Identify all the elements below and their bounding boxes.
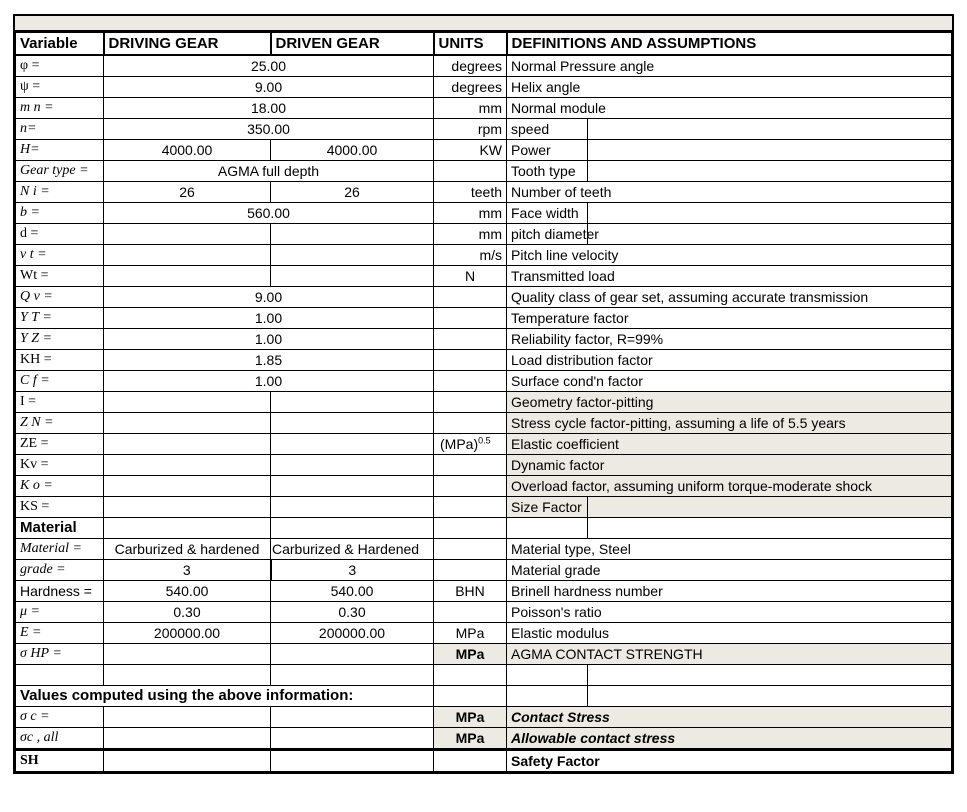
driven-value[interactable]: 3 bbox=[271, 560, 434, 581]
row-YZ bbox=[16, 329, 952, 350]
unit-cell: KW bbox=[434, 140, 507, 161]
var-label: Y Z = bbox=[16, 329, 104, 350]
driving-value[interactable] bbox=[104, 728, 271, 750]
unit-cell: m/s bbox=[434, 245, 507, 266]
row-KH bbox=[16, 350, 952, 371]
definition-cell: Normal module bbox=[507, 98, 952, 119]
unit-cell: rpm bbox=[434, 119, 507, 140]
unit-cell bbox=[434, 287, 507, 308]
empty-cell bbox=[588, 665, 952, 686]
sheet-top-band bbox=[15, 16, 952, 32]
section-title: Material bbox=[16, 518, 104, 539]
value-cell[interactable]: 1.00 bbox=[104, 308, 434, 329]
definition-cell: Material grade bbox=[507, 560, 952, 581]
value-cell[interactable]: 9.00 bbox=[104, 77, 434, 98]
driving-value[interactable]: 3 bbox=[104, 560, 271, 581]
var-label: Z N = bbox=[16, 413, 104, 434]
driving-value[interactable]: Carburized & hardened bbox=[104, 539, 271, 560]
empty-cell bbox=[588, 161, 952, 182]
unit-exponent: 0.5 bbox=[478, 435, 491, 446]
row-vt bbox=[16, 245, 952, 266]
var-label: b = bbox=[16, 203, 104, 224]
empty-cell bbox=[271, 665, 434, 686]
blank-row bbox=[16, 665, 952, 686]
unit-text: (MPa) bbox=[440, 436, 479, 452]
unit-cell bbox=[434, 413, 507, 434]
definition-cell: Normal Pressure angle bbox=[507, 55, 952, 77]
var-label: v t = bbox=[16, 245, 104, 266]
section-title: Values computed using the above information: bbox=[16, 686, 434, 707]
driven-value[interactable] bbox=[271, 245, 434, 266]
row-YT bbox=[16, 308, 952, 329]
row-H bbox=[16, 140, 952, 161]
definition-cell: Transmitted load bbox=[507, 266, 952, 287]
gear-design-sheet bbox=[13, 14, 954, 774]
unit-cell bbox=[434, 308, 507, 329]
var-label: σ c = bbox=[16, 707, 104, 728]
driven-value[interactable]: 200000.00 bbox=[271, 623, 434, 644]
value-cell[interactable]: 18.00 bbox=[104, 98, 434, 119]
value-cell[interactable]: 9.00 bbox=[104, 287, 434, 308]
row-hardness bbox=[16, 581, 952, 602]
header-driven: DRIVEN GEAR bbox=[271, 33, 434, 56]
var-label: ZE = bbox=[16, 434, 104, 455]
driving-value[interactable] bbox=[104, 644, 271, 665]
definition-cell: Surface cond'n factor bbox=[507, 371, 952, 392]
empty-cell bbox=[588, 224, 952, 245]
header-variable: Variable bbox=[16, 33, 104, 56]
driving-value[interactable] bbox=[104, 476, 271, 497]
driven-value[interactable] bbox=[271, 413, 434, 434]
unit-cell bbox=[434, 434, 507, 455]
row-grade bbox=[16, 560, 952, 581]
driving-value[interactable]: 540.00 bbox=[104, 581, 271, 602]
definition-cell: Safety Factor bbox=[507, 750, 952, 772]
definition-cell: Quality class of gear set, assuming accurate transmission bbox=[507, 287, 952, 308]
empty-cell bbox=[434, 686, 507, 707]
var-label: H= bbox=[16, 140, 104, 161]
var-label: d = bbox=[16, 224, 104, 245]
unit-cell bbox=[434, 539, 507, 560]
driving-value[interactable] bbox=[104, 455, 271, 476]
driven-value[interactable] bbox=[271, 728, 434, 750]
driven-value[interactable]: Carburized & Hardened bbox=[271, 539, 434, 560]
empty-cell bbox=[434, 518, 507, 539]
row-Cf bbox=[16, 371, 952, 392]
definition-cell: Elastic modulus bbox=[507, 623, 952, 644]
unit-cell: MPa bbox=[434, 623, 507, 644]
value-cell[interactable]: 560.00 bbox=[104, 203, 434, 224]
var-label: Gear type = bbox=[16, 161, 104, 182]
value-cell[interactable]: AGMA full depth bbox=[104, 161, 434, 182]
driven-value[interactable] bbox=[271, 750, 434, 772]
var-label: φ = bbox=[16, 55, 104, 77]
value-cell[interactable]: 1.00 bbox=[104, 371, 434, 392]
value-cell[interactable]: 1.85 bbox=[104, 350, 434, 371]
unit-cell bbox=[434, 602, 507, 623]
row-sigma-hp bbox=[16, 644, 952, 665]
definition-cell: Helix angle bbox=[507, 77, 952, 98]
driven-value[interactable] bbox=[271, 497, 434, 518]
definition-cell: Contact Stress bbox=[507, 707, 952, 728]
definition-cell: Geometry factor-pitting bbox=[507, 392, 952, 413]
driven-value[interactable]: 26 bbox=[271, 182, 434, 203]
var-label: σc , all bbox=[16, 728, 104, 750]
var-label: Wt = bbox=[16, 266, 104, 287]
unit-cell: degrees bbox=[434, 55, 507, 77]
var-label: N i = bbox=[16, 182, 104, 203]
driven-value[interactable] bbox=[271, 434, 434, 455]
driving-value[interactable] bbox=[104, 245, 271, 266]
row-Ni bbox=[16, 182, 952, 203]
value-cell[interactable]: 1.00 bbox=[104, 329, 434, 350]
unit-cell: mm bbox=[434, 224, 507, 245]
row-Kv bbox=[16, 455, 952, 476]
driven-value[interactable] bbox=[271, 224, 434, 245]
driven-value[interactable]: 540.00 bbox=[271, 581, 434, 602]
value-cell[interactable]: 25.00 bbox=[104, 55, 434, 77]
definition-cell: pitch diameter bbox=[507, 224, 588, 245]
definition-cell: Face width bbox=[507, 203, 588, 224]
header-row bbox=[16, 33, 952, 56]
definition-cell: Power bbox=[507, 140, 588, 161]
row-Ko bbox=[16, 476, 952, 497]
var-label: K o = bbox=[16, 476, 104, 497]
definition-cell: Overload factor, assuming uniform torque-moderate shock bbox=[507, 476, 952, 497]
row-Wt bbox=[16, 266, 952, 287]
unit-cell bbox=[434, 392, 507, 413]
computed-section-row bbox=[16, 686, 952, 707]
definition-cell: Poisson's ratio bbox=[507, 602, 952, 623]
gear-table bbox=[15, 32, 952, 772]
driven-value[interactable]: 4000.00 bbox=[271, 140, 434, 161]
header-definitions: DEFINITIONS AND ASSUMPTIONS bbox=[507, 33, 952, 56]
unit-cell bbox=[434, 750, 507, 772]
row-sigma-c-all bbox=[16, 728, 952, 750]
driven-value[interactable] bbox=[271, 266, 434, 287]
var-label: n= bbox=[16, 119, 104, 140]
unit-cell bbox=[434, 476, 507, 497]
driven-value[interactable] bbox=[271, 644, 434, 665]
unit-cell: N bbox=[434, 266, 507, 287]
row-sigma-c bbox=[16, 707, 952, 728]
row-ZE bbox=[16, 434, 952, 455]
definition-cell: Load distribution factor bbox=[507, 350, 952, 371]
driving-value[interactable]: 4000.00 bbox=[104, 140, 271, 161]
driving-value[interactable] bbox=[104, 434, 271, 455]
definition-cell: AGMA CONTACT STRENGTH bbox=[507, 644, 952, 665]
driven-value[interactable] bbox=[271, 392, 434, 413]
driving-value[interactable] bbox=[104, 750, 271, 772]
var-label: KS = bbox=[16, 497, 104, 518]
unit-cell bbox=[434, 455, 507, 476]
unit-cell: mm bbox=[434, 203, 507, 224]
definition-cell: Brinell hardness number bbox=[507, 581, 952, 602]
driven-value[interactable] bbox=[271, 455, 434, 476]
unit-cell: mm bbox=[434, 98, 507, 119]
var-label: Q v = bbox=[16, 287, 104, 308]
empty-cell bbox=[16, 665, 104, 686]
var-label: σ HP = bbox=[16, 644, 104, 665]
unit-cell: MPa bbox=[434, 644, 507, 665]
definition-cell: speed bbox=[507, 119, 588, 140]
definition-cell: Stress cycle factor-pitting, assuming a life of 5.5 years bbox=[507, 413, 952, 434]
row-n bbox=[16, 119, 952, 140]
row-safety-factor bbox=[16, 750, 952, 772]
row-ZN bbox=[16, 413, 952, 434]
var-label: m n = bbox=[16, 98, 104, 119]
var-label: SH bbox=[16, 750, 104, 772]
row-gear-type bbox=[16, 161, 952, 182]
var-label: grade = bbox=[16, 560, 104, 581]
unit-cell: MPa bbox=[434, 728, 507, 750]
row-E bbox=[16, 623, 952, 644]
driving-value[interactable]: 200000.00 bbox=[104, 623, 271, 644]
driving-value[interactable] bbox=[104, 224, 271, 245]
definition-cell: Pitch line velocity bbox=[507, 245, 952, 266]
definition-cell: Temperature factor bbox=[507, 308, 952, 329]
row-mn bbox=[16, 98, 952, 119]
var-label: I = bbox=[16, 392, 104, 413]
driving-value[interactable] bbox=[104, 497, 271, 518]
driven-value[interactable] bbox=[271, 707, 434, 728]
empty-cell bbox=[588, 203, 952, 224]
var-label: μ = bbox=[16, 602, 104, 623]
unit-cell bbox=[434, 329, 507, 350]
empty-cell bbox=[104, 518, 271, 539]
definition-cell: Dynamic factor bbox=[507, 455, 952, 476]
driving-value[interactable]: 26 bbox=[104, 182, 271, 203]
var-label: Kv = bbox=[16, 455, 104, 476]
driving-value[interactable] bbox=[104, 707, 271, 728]
var-label: ψ = bbox=[16, 77, 104, 98]
empty-cell bbox=[434, 665, 507, 686]
unit-cell: BHN bbox=[434, 581, 507, 602]
var-label: Y T = bbox=[16, 308, 104, 329]
var-label: E = bbox=[16, 623, 104, 644]
unit-cell bbox=[434, 560, 507, 581]
empty-cell bbox=[507, 686, 588, 707]
empty-cell bbox=[104, 665, 271, 686]
unit-cell bbox=[434, 350, 507, 371]
definition-cell: Reliability factor, R=99% bbox=[507, 329, 952, 350]
definition-cell: Material type, Steel bbox=[507, 539, 952, 560]
unit-cell bbox=[434, 161, 507, 182]
driving-value[interactable] bbox=[104, 266, 271, 287]
empty-cell bbox=[588, 140, 952, 161]
definition-cell: Elastic coefficient bbox=[507, 434, 952, 455]
definition-cell: Allowable contact stress bbox=[507, 728, 952, 750]
header-driving: DRIVING GEAR bbox=[104, 33, 271, 56]
row-phi bbox=[16, 55, 952, 77]
empty-cell bbox=[588, 518, 952, 539]
unit-cell: teeth bbox=[434, 182, 507, 203]
unit-cell: MPa bbox=[434, 707, 507, 728]
driving-value[interactable] bbox=[104, 413, 271, 434]
unit-cell bbox=[434, 497, 507, 518]
value-cell[interactable]: 350.00 bbox=[104, 119, 434, 140]
row-mu bbox=[16, 602, 952, 623]
empty-cell bbox=[588, 119, 952, 140]
var-label: C f = bbox=[16, 371, 104, 392]
unit-cell bbox=[434, 371, 507, 392]
row-d bbox=[16, 224, 952, 245]
driving-value[interactable] bbox=[104, 392, 271, 413]
row-KS bbox=[16, 497, 952, 518]
empty-cell bbox=[507, 665, 588, 686]
definition-cell: Tooth type bbox=[507, 161, 588, 182]
empty-cell bbox=[588, 686, 952, 707]
material-section-row bbox=[16, 518, 952, 539]
driven-value[interactable]: 0.30 bbox=[271, 602, 434, 623]
empty-cell bbox=[507, 518, 588, 539]
var-label: Hardness = bbox=[16, 581, 104, 602]
row-Qv bbox=[16, 287, 952, 308]
driving-value[interactable]: 0.30 bbox=[104, 602, 271, 623]
row-psi bbox=[16, 77, 952, 98]
empty-cell bbox=[271, 518, 434, 539]
var-label: Material = bbox=[16, 539, 104, 560]
row-material bbox=[16, 539, 952, 560]
empty-cell bbox=[588, 497, 952, 518]
definition-cell: Size Factor bbox=[507, 497, 588, 518]
header-units: UNITS bbox=[434, 33, 507, 56]
row-I bbox=[16, 392, 952, 413]
row-b bbox=[16, 203, 952, 224]
var-label: KH = bbox=[16, 350, 104, 371]
definition-cell: Number of teeth bbox=[507, 182, 952, 203]
driven-value[interactable] bbox=[271, 476, 434, 497]
unit-cell: degrees bbox=[434, 77, 507, 98]
